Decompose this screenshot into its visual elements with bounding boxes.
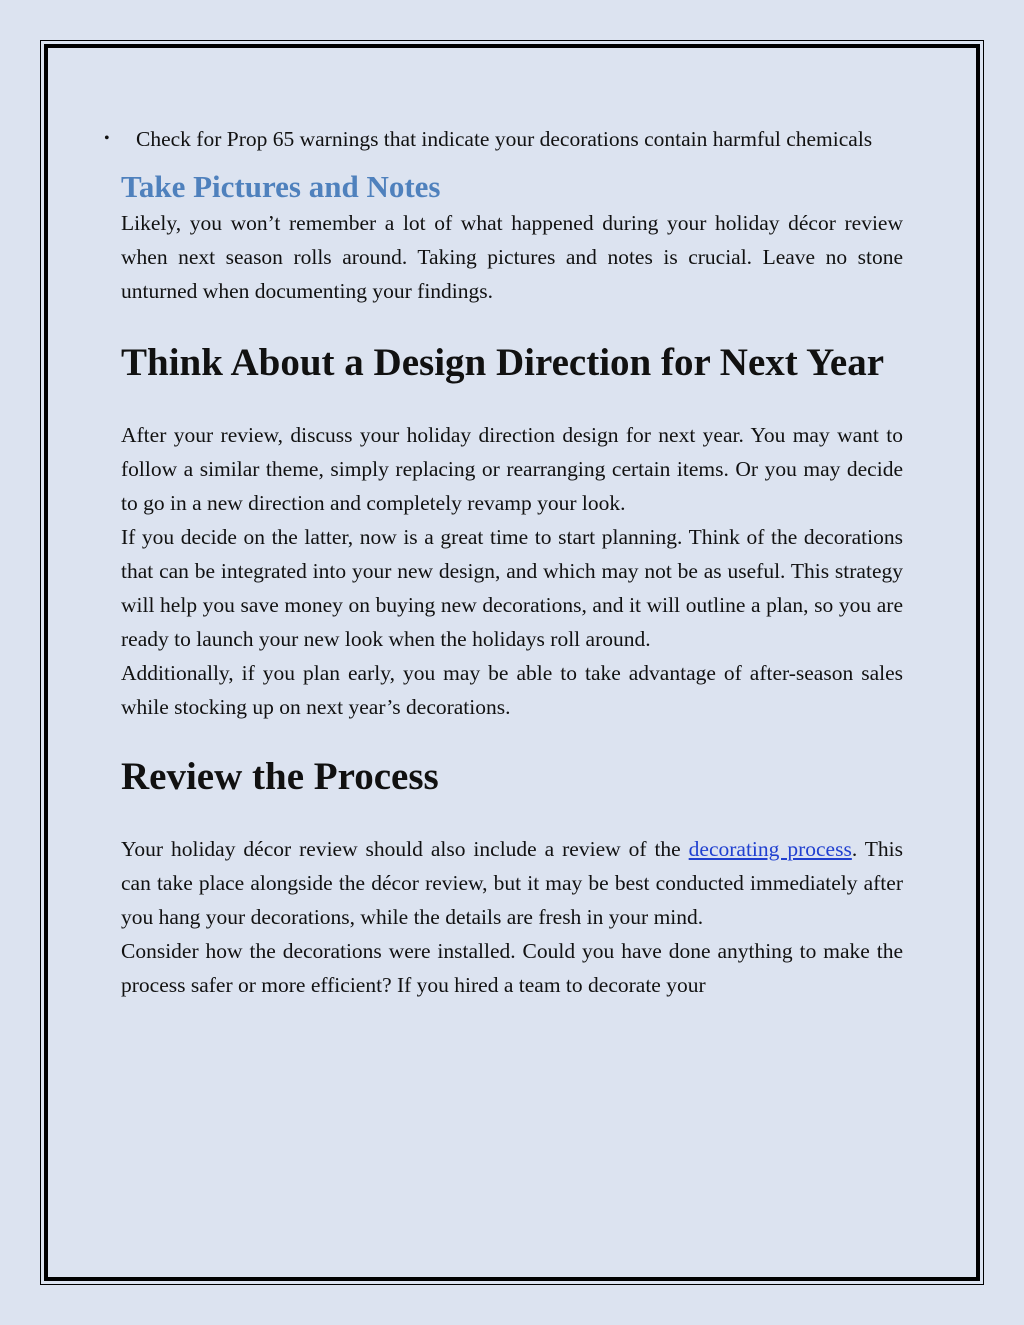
paragraph-design-direction-3: Additionally, if you plan early, you may be able to take advantage of after-season sales while stocking up on next year’s decorations.: [121, 661, 903, 719]
section-heading-design-direction: Think About a Design Direction for Next Year: [121, 341, 885, 384]
section-heading-take-pictures: Take Pictures and Notes: [121, 169, 441, 204]
bullet-item: [104, 122, 903, 156]
paragraph-take-pictures: Likely, you won’t remember a lot of what happened during your holiday décor review when next season rolls around. Taking pictures and notes is crucial. Leave no stone unturned when documenting your findings.: [121, 211, 903, 303]
bullet-dot-icon: •: [104, 130, 110, 147]
decorating-process-link[interactable]: decorating process: [688, 837, 852, 861]
paragraph-design-direction-1: After your review, discuss your holiday direction design for next year. You may want to follow a similar theme, simply replacing or rearranging certain items. Or you may decide to go in a new direction and completely revamp your look.: [121, 423, 903, 515]
section-heading-review-process: Review the Process: [121, 755, 439, 798]
paragraph-review-process-2: Consider how the decorations were installed. Could you have done anything to make the process safer or more efficient? If you hired a team to decorate your: [121, 939, 903, 997]
bullet-text: Check for Prop 65 warnings that indicate your decorations contain harmful chemicals: [136, 127, 873, 151]
paragraph-text: . This can take place alongside the décor review, but it may be best conducted immediately after you hang your decorations, while the details are fresh in your mind.: [121, 837, 904, 929]
bullet-list: [104, 122, 903, 156]
paragraph-text: Your holiday décor review should also include a review of the: [121, 837, 689, 861]
document-content: [104, 122, 904, 1002]
paragraph-review-process-1: [121, 832, 903, 934]
paragraph-design-direction-2: If you decide on the latter, now is a great time to start planning. Think of the decorations that can be integrated into your new design, and which may not be as useful. This strategy will help you save money on buying new decorations, and it will outline a plan, so you are ready to launch your new look when the holidays roll around.: [121, 525, 903, 651]
